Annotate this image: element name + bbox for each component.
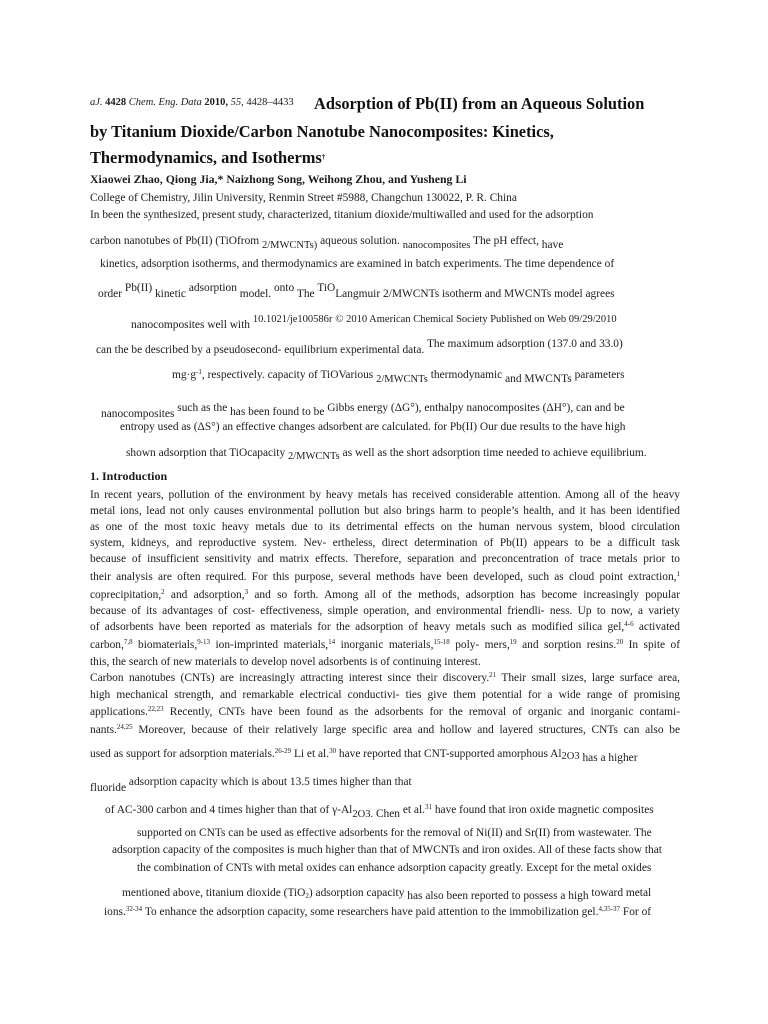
abstract-line: nanocomposites such as the has been found to be Gibbs energy (ΔG°), enthalpy nanocomposites (ΔH°), can and be: [101, 402, 625, 420]
body-line: ions.$^{32-34}$ To enhance the adsorption capacity, some researchers have paid attention to the immobilization gel.$^{4,35-37}$ For of: [104, 905, 652, 918]
body-line: high mechanical strength, and remarkable electrical conductivi- ties give them potential for a wide range of promising: [90, 689, 680, 701]
citation-page: 4428: [105, 97, 127, 108]
body-line: nants.$^{24,25}$ Moreover, because of their relatively large specific area and hollow and layered structures, CNTs can also be: [90, 723, 680, 736]
title-line-3: Thermodynamics, and Isotherms†: [90, 148, 326, 167]
body-line: system, kidneys, and reproductive system. Nev- ertheless, direct determination of Pb(II) appears to be a difficult task: [90, 537, 680, 549]
journal-citation: [90, 97, 294, 108]
abstract-line: In been the synthesized, present study, characterized, titanium dioxide/multiwalled and used for the adsorption: [90, 209, 594, 221]
publication-info: 2010 American Chemical Society Published on Web 09/29/2010: [346, 314, 617, 325]
body-line: applications.$^{22,23}$ Recently, CNTs have been found as the adsorbents for the removal of organic and inorganic contami-: [90, 705, 680, 718]
body-line: their analysis are often required. For this purpose, several methods have been developed, such as cloud point extraction,$^1$: [90, 570, 680, 583]
body-line: Carbon nanotubes (CNTs) are increasingly attracting interest since their discovery.$^{21}$ Their small sizes, large surface area,: [90, 671, 680, 684]
abstract-line: order Pb(II) kinetic adsorption model. onto The TiOLangmuir 2/MWCNTs isotherm and MWCNTs model agrees: [98, 282, 615, 300]
abstract-line: $mg\cdot g^{-1}$, respectively. capacity of TiOVarious 2/MWCNTs thermodynamic and MWCNTs parameters: [172, 368, 625, 385]
citation-prefix: aJ.: [90, 97, 103, 108]
title-line-1: Adsorption of Pb(II) from an Aqueous Solution: [314, 94, 645, 113]
body-line: because of insufficient sensitivity and matrix effects. Therefore, separation and preconcentration of trace metals prior to: [90, 553, 680, 565]
body-line: of AC-300 carbon and 4 times higher than that of γ-Al2O3. Chen et al.$^{31}$ have found that iron oxide magnetic composites: [105, 803, 654, 820]
doi: 10.1021/je100586r: [252, 314, 333, 325]
title-line-2: by Titanium Dioxide/Carbon Nanotube Nanocomposites: Kinetics,: [90, 122, 554, 141]
title-footnote-mark: †: [321, 153, 326, 161]
citation-year: 2010,: [204, 97, 228, 108]
body-line: of adsorbents have been reported as materials for the adsorption of heavy metals such as modified silica gel,$^{4-6}$ activated: [90, 620, 680, 633]
abstract-line: shown adsorption that TiOcapacity 2/MWCNTs as well as the short adsorption time needed to achieve equilibrium.: [126, 447, 647, 462]
section-heading: 1. Introduction: [90, 469, 168, 483]
body-line: the combination of CNTs with metal oxides can enhance adsorption capacity greatly. Except for the metal oxides: [137, 862, 652, 874]
body-line: because of its advantages of cost- effectiveness, simple operation, and environmental friendli- ness. Up to now, a variety: [90, 605, 680, 617]
body-line: supported on CNTs can be used as effective adsorbents for the removal of Ni(II) and Sr(II) from wastewater. The: [137, 827, 652, 839]
abstract-line: kinetics, adsorption isotherms, and thermodynamics are examined in batch experiments. The time dependence of: [100, 258, 615, 270]
author-list: Xiaowei Zhao, Qiong Jia,* Naizhong Song, Weihong Zhou, and Yusheng Li: [90, 172, 467, 186]
citation-volume: 55,: [230, 97, 244, 108]
abstract-line: nanocomposites well with 10.1021/je100586r © 2010 American Chemical Society Published on Web 09/29/2010: [131, 314, 617, 331]
body-line: In recent years, pollution of the environment by heavy metals has received considerable attention. Among all of the heavy: [90, 489, 680, 501]
body-line: coprecipitation,$^2$ and adsorption,$^3$ and so forth. Among all of the methods, adsorption has become increasingly popular: [90, 588, 681, 601]
copyright-symbol: ©: [335, 314, 344, 325]
body-line: carbon,$^{7,8}$ biomaterials,$^{9-13}$ ion-imprinted materials,$^{14}$ inorganic materials,$^{15-18}$ poly- mers,$^{19}$ and sorption resins.$^{20}$ In spite of: [90, 638, 680, 651]
abstract-line: entropy used as (ΔS°) an effective changes adsorbent are calculated. for Pb(II) Our due results to the have high: [120, 421, 626, 433]
body-line: fluoride adsorption capacity which is about 13.5 times higher than that: [90, 776, 412, 794]
citation-pages: 4428–4433: [246, 97, 294, 108]
body-line: metal ions, lead not only causes environmental pollution but also brings harm to people’s health, and it has been identified: [90, 505, 680, 517]
affiliation: College of Chemistry, Jilin University, Renmin Street #5988, Changchun 130022, P. R. China: [90, 192, 517, 204]
body-line: this, the search of new materials to develop novel adsorbents is of continuing interest.: [90, 656, 481, 668]
abstract-line: carbon nanotubes of Pb(II) (TiOfrom 2/MWCNTs) aqueous solution. nanocomposites The pH effect, have: [90, 235, 564, 251]
abstract-line: can the be described by a pseudosecond- equilibrium experimental data. The maximum adsorption (137.0 and 33.0): [96, 338, 623, 356]
body-line: as one of the most toxic heavy metals due to its detrimental effects on the human nervous system, blood circulation: [90, 521, 680, 533]
body-line: adsorption capacity of the composites is much higher than that of MWCNTs and iron oxides. All of these facts show that: [112, 844, 662, 856]
body-line: mentioned above, titanium dioxide (TiO$_2$) adsorption capacity has also been reported to possess a high toward metal: [122, 887, 652, 902]
body-line: used as support for adsorption materials.$^{26-29}$ Li et al.$^{30}$ have reported that CNT-supported amorphous Al2O3 has a higher: [90, 747, 638, 764]
journal-name: Chem. Eng. Data: [128, 97, 202, 108]
